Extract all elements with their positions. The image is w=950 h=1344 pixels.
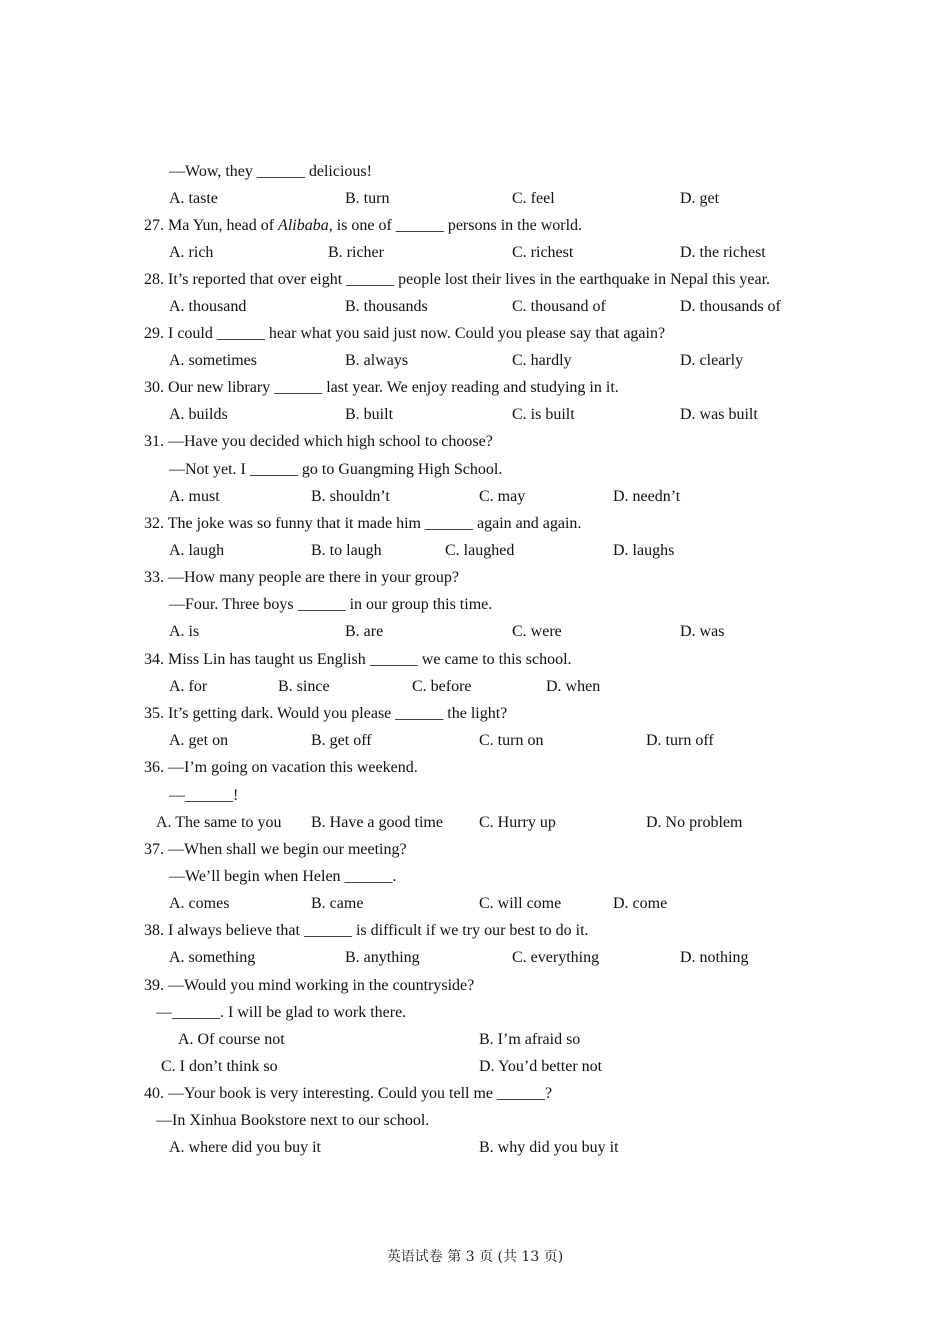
option-c: C. were [512, 623, 562, 640]
q26-response: —Wow, they ______ delicious! [169, 163, 372, 180]
q27-text-end: , is one of ______ persons in the world. [328, 217, 583, 234]
q37-response: —We’ll begin when Helen ______. [169, 868, 397, 885]
question-31: 31. —Have you decided which high school to choose? [144, 433, 493, 450]
option-c: C. richest [512, 244, 574, 261]
question-37: 37. —When shall we begin our meeting? [144, 841, 407, 858]
option-b: B. get off [311, 732, 372, 749]
option-c: C. I don’t think so [161, 1058, 278, 1075]
option-a: A. comes [169, 895, 230, 912]
option-b: B. richer [328, 244, 384, 261]
q39-response: —______. I will be glad to work there. [156, 1004, 407, 1021]
option-c: C. everything [512, 949, 600, 966]
option-a: A. for [169, 678, 208, 695]
question-30: 30. Our new library ______ last year. We enjoy reading and studying in it. [144, 379, 619, 396]
option-a: A. taste [169, 190, 218, 207]
option-a: A. laugh [169, 542, 225, 559]
option-d: D. turn off [646, 732, 714, 749]
option-a: A. thousand [169, 298, 247, 315]
option-b: B. are [345, 623, 384, 640]
option-d: D. clearly [680, 352, 744, 369]
option-b: B. anything [345, 949, 420, 966]
option-d: D. You’d better not [479, 1058, 603, 1075]
option-b: B. thousands [345, 298, 428, 315]
question-32: 32. The joke was so funny that it made him ______ again and again. [144, 515, 582, 532]
question-38: 38. I always believe that ______ is difficult if we try our best to do it. [144, 922, 589, 939]
option-b: B. turn [345, 190, 390, 207]
option-a: A. rich [169, 244, 214, 261]
option-d: D. thousands of [680, 298, 781, 315]
q31-response: —Not yet. I ______ go to Guangming High School. [169, 461, 503, 478]
option-d: D. needn’t [613, 488, 681, 505]
question-40: 40. —Your book is very interesting. Could you tell me ______? [144, 1085, 553, 1102]
question-36: 36. —I’m going on vacation this weekend. [144, 759, 418, 776]
option-c: C. is built [512, 406, 575, 423]
option-d: D. was [680, 623, 725, 640]
option-d: D. get [680, 190, 720, 207]
question-34: 34. Miss Lin has taught us English ______ we came to this school. [144, 651, 572, 668]
question-28: 28. It’s reported that over eight ______ people lost their lives in the earthquake in Nepal this year. [144, 271, 771, 288]
option-b: B. why did you buy it [479, 1139, 619, 1156]
option-b: B. Have a good time [311, 814, 443, 831]
option-a: A. Of course not [178, 1031, 285, 1048]
q40-response: —In Xinhua Bookstore next to our school. [156, 1112, 430, 1129]
question-39: 39. —Would you mind working in the countryside? [144, 977, 475, 994]
option-c: C. hardly [512, 352, 572, 369]
option-d: D. laughs [613, 542, 675, 559]
question-29: 29. I could ______ hear what you said just now. Could you please say that again? [144, 325, 666, 342]
option-c: C. turn on [479, 732, 544, 749]
option-b: B. I’m afraid so [479, 1031, 581, 1048]
option-b: B. shouldn’t [311, 488, 390, 505]
option-c: C. thousand of [512, 298, 606, 315]
question-35: 35. It’s getting dark. Would you please ______ the light? [144, 705, 508, 722]
option-c: C. before [412, 678, 472, 695]
option-b: B. built [345, 406, 394, 423]
option-b: B. came [311, 895, 364, 912]
option-d: D. No problem [646, 814, 743, 831]
option-a: A. get on [169, 732, 229, 749]
option-b: B. since [278, 678, 330, 695]
page-footer: 英语试卷 第 3 页 (共 13 页) [386, 1249, 564, 1265]
option-d: D. nothing [680, 949, 749, 966]
q27-text-start: 27. Ma Yun, head of [144, 217, 279, 234]
option-a: A. must [169, 488, 220, 505]
option-d: D. was built [680, 406, 758, 423]
option-c: C. will come [479, 895, 562, 912]
option-c: C. laughed [445, 542, 515, 559]
q27-italic-brand: Alibaba [278, 217, 329, 234]
option-d: D. come [613, 895, 668, 912]
option-b: B. to laugh [311, 542, 382, 559]
question-27 [144, 216, 582, 236]
q33-response: —Four. Three boys ______ in our group this time. [169, 596, 493, 613]
option-c: C. Hurry up [479, 814, 556, 831]
option-a: A. something [169, 949, 256, 966]
option-a: A. is [169, 623, 200, 640]
option-c: C. may [479, 488, 526, 505]
option-b: B. always [345, 352, 409, 369]
option-a: A. builds [169, 406, 228, 423]
q36-response: —______! [169, 787, 239, 804]
option-a: A. where did you buy it [169, 1139, 321, 1156]
option-a: A. The same to you [156, 814, 282, 831]
option-a: A. sometimes [169, 352, 257, 369]
question-33: 33. —How many people are there in your group? [144, 569, 460, 586]
option-d: D. the richest [680, 244, 766, 261]
option-c: C. feel [512, 190, 555, 207]
option-d: D. when [546, 678, 601, 695]
